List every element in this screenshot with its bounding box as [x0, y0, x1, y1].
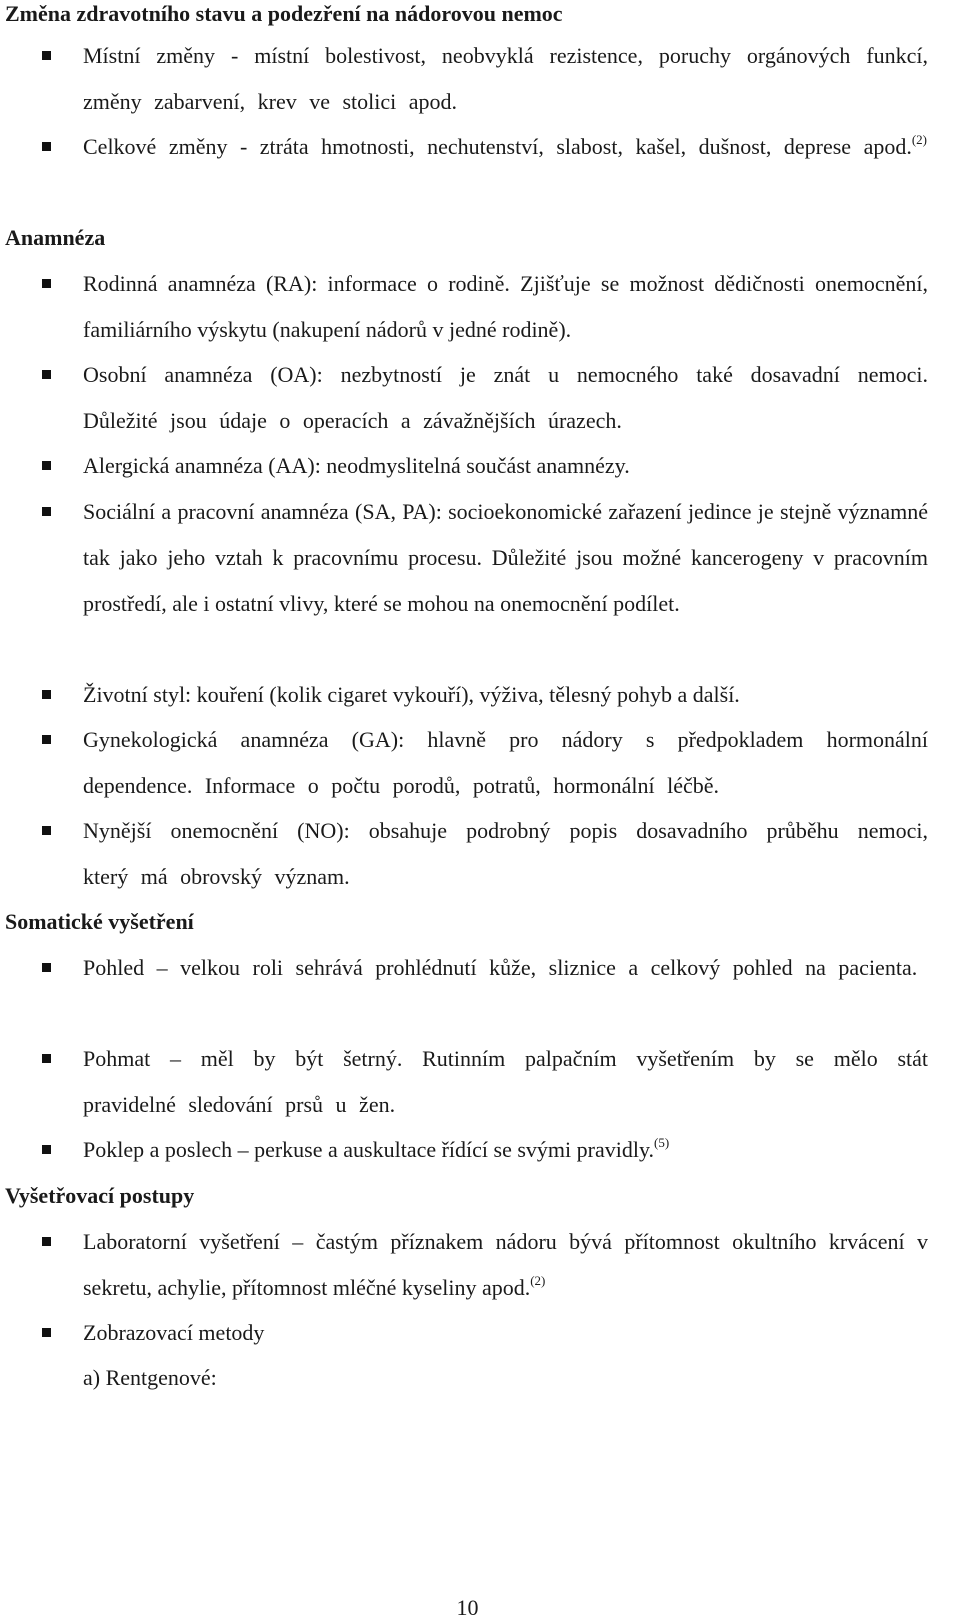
square-bullet-icon	[42, 507, 51, 516]
citation-ref: (2)	[530, 1273, 546, 1288]
list-item-text: Gynekologická anamnéza (GA): hlavně pro nádory s předpokladem hormonální dependence. Informace o počtu porodů, potratů, hormonální léčbě.	[83, 727, 928, 798]
list-item-text	[83, 1127, 928, 1173]
list-item-text: Nynější onemocnění (NO): obsahuje podrobný popis dosavadního průběhu nemoci, který má obrovský význam.	[83, 818, 928, 889]
square-bullet-icon	[42, 51, 51, 60]
square-bullet-icon	[42, 1145, 51, 1154]
square-bullet-icon	[42, 963, 51, 972]
square-bullet-icon	[42, 142, 51, 151]
list-item-text: Pohmat – měl by být šetrný. Rutinním palpačním vyšetřením by se mělo stát pravidelné sledování prsů u žen.	[83, 1046, 928, 1117]
square-bullet-icon	[42, 1328, 51, 1337]
square-bullet-icon	[42, 1237, 51, 1246]
list-item-text: Alergická anamnéza (AA): neodmyslitelná součást anamnézy.	[83, 453, 630, 478]
section-heading-health-change: Změna zdravotního stavu a podezření na nádorovou nemoc	[5, 1, 563, 26]
section-heading-somatic-exam: Somatické vyšetření	[5, 909, 194, 934]
list-item-text-body: Poklep a poslech – perkuse a auskultace řídící se svými pravidly.	[83, 1137, 655, 1162]
square-bullet-icon	[42, 461, 51, 470]
list-item-text: Rodinná anamnéza (RA): informace o rodině. Zjišťuje se možnost dědičnosti onemocnění, familiárního výskytu (nakupení nádorů v jedné rodině).	[83, 271, 928, 342]
page-number: 10	[456, 1595, 479, 1620]
citation-ref: (5)	[654, 1135, 670, 1150]
list-item-text: Sociální a pracovní anamnéza (SA, PA): socioekonomické zařazení jedince je stejně významné tak jako jeho vztah k pracovnímu procesu. Důležité jsou možné kancerogeny v pracovním prostředí, ale i ostatní vlivy, které se mohou na onemocnění podílet.	[83, 499, 928, 616]
square-bullet-icon	[42, 279, 51, 288]
section-heading-exam-procedures: Vyšetřovací postupy	[5, 1183, 195, 1208]
list-item-text: Zobrazovací metody	[83, 1320, 265, 1345]
square-bullet-icon	[42, 1054, 51, 1063]
list-item-text: Osobní anamnéza (OA): nezbytností je znát u nemocného také dosavadní nemoci. Důležité jsou údaje o operacích a závažnějších úrazech.	[83, 362, 928, 433]
square-bullet-icon	[42, 690, 51, 699]
list-item-text	[83, 1219, 928, 1311]
list-item-text: Místní změny - místní bolestivost, neobvyklá rezistence, poruchy orgánových funkcí, změny zabarvení, krev ve stolici apod.	[83, 43, 928, 114]
sub-list-item: a) Rentgenové:	[83, 1365, 217, 1390]
square-bullet-icon	[42, 370, 51, 379]
citation-ref: (2)	[911, 132, 927, 147]
list-item-text: Životní styl: kouření (kolik cigaret vykouří), výživa, tělesný pohyb a další.	[83, 682, 740, 707]
list-item-text-body: Laboratorní vyšetření – častým příznakem nádoru bývá přítomnost okultního krvácení v sekretu, achylie, přítomnost mléčné kyseliny apod.	[83, 1229, 928, 1300]
list-item-text: Pohled – velkou roli sehrává prohlédnutí kůže, sliznice a celkový pohled na pacienta.	[83, 955, 918, 980]
list-item-text-body: Celkové změny - ztráta hmotnosti, nechutenství, slabost, kašel, dušnost, deprese apod.	[83, 134, 912, 159]
section-heading-anamnesis: Anamnéza	[5, 225, 106, 250]
list-item-text	[83, 124, 928, 170]
square-bullet-icon	[42, 735, 51, 744]
square-bullet-icon	[42, 826, 51, 835]
